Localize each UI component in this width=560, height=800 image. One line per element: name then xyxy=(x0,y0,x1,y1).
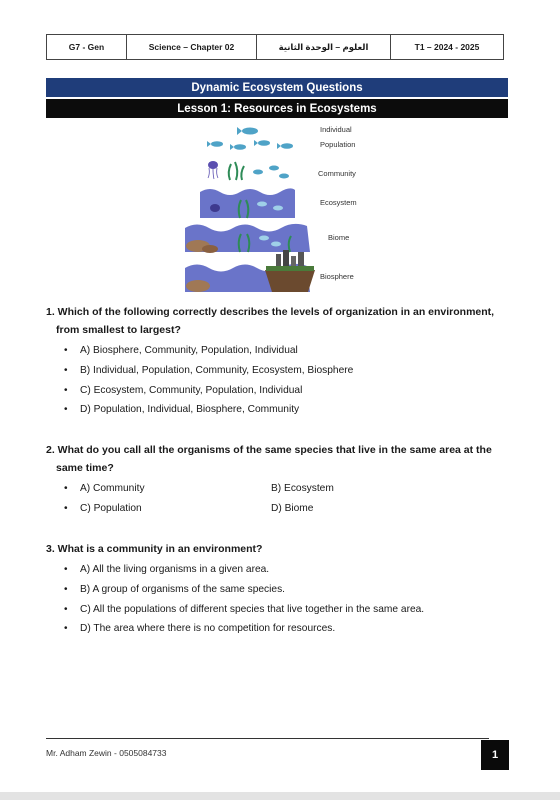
option-1d: • D) Population, Individual, Biosphere, Community xyxy=(46,400,516,420)
question-1 xyxy=(46,303,516,420)
option-2a: • A) Community xyxy=(46,479,271,499)
question-1-line-2: from smallest to largest? xyxy=(56,324,181,336)
question-1-line-1: 1. Which of the following correctly describes the levels of organization in an environment, xyxy=(46,306,495,318)
label-population: Population xyxy=(320,140,356,149)
ecosystem-icon xyxy=(200,188,295,218)
lesson-title: Lesson 1: Resources in Ecosystems xyxy=(46,99,508,118)
population-fish-icon xyxy=(207,140,293,150)
community-icon xyxy=(208,161,289,180)
question-2-line-2: same time? xyxy=(56,462,114,474)
biosphere-icon xyxy=(185,250,315,292)
header-table xyxy=(46,34,504,60)
label-individual: Individual xyxy=(320,125,352,134)
option-1a: • A) Biosphere, Community, Population, Individual xyxy=(46,341,516,361)
page-bottom-edge xyxy=(0,792,560,800)
question-3-line-1: 3. What is a community in an environment? xyxy=(46,543,263,555)
individual-fish-icon xyxy=(237,127,258,135)
option-2c: • C) Population xyxy=(46,499,271,519)
footer-divider xyxy=(46,738,489,739)
question-2-options xyxy=(46,479,516,519)
question-1-options xyxy=(46,341,516,420)
question-3 xyxy=(46,540,516,639)
label-biosphere: Biosphere xyxy=(320,272,354,281)
option-1b: • B) Individual, Population, Community, Ecosystem, Biosphere xyxy=(46,361,516,381)
arabic-title-cell: العلوم – الوحدة الثانية xyxy=(257,35,391,59)
label-community: Community xyxy=(318,169,356,178)
option-3c: • C) All the populations of different species that live together in the same area. xyxy=(46,600,516,620)
question-3-options xyxy=(46,560,516,639)
question-2-line-1: 2. What do you call all the organisms of the same species that live in the same area at the xyxy=(46,444,492,456)
option-3b: • B) A group of organisms of the same species. xyxy=(46,580,516,600)
page-number: 1 xyxy=(481,740,509,770)
question-2 xyxy=(46,441,516,519)
grade-cell: G7 - Gen xyxy=(47,35,127,59)
option-3a: • A) All the living organisms in a given area. xyxy=(46,560,516,580)
term-year-cell: T1 – 2024 - 2025 xyxy=(414,42,480,52)
option-2b: B) Ecosystem xyxy=(271,483,334,494)
option-3d: • D) The area where there is no competition for resources. xyxy=(46,619,516,639)
main-title: Dynamic Ecosystem Questions xyxy=(46,78,508,97)
option-2d: D) Biome xyxy=(271,502,314,514)
footer-author: Mr. Adham Zewin - 0505084733 xyxy=(46,748,167,758)
biome-icon xyxy=(185,224,310,253)
levels-of-organization-figure xyxy=(180,120,380,300)
label-ecosystem: Ecosystem xyxy=(320,198,357,207)
label-biome: Biome xyxy=(328,233,350,242)
subject-cell: Science – Chapter 02 xyxy=(127,35,257,59)
option-1c: • C) Ecosystem, Community, Population, Individual xyxy=(46,381,516,401)
